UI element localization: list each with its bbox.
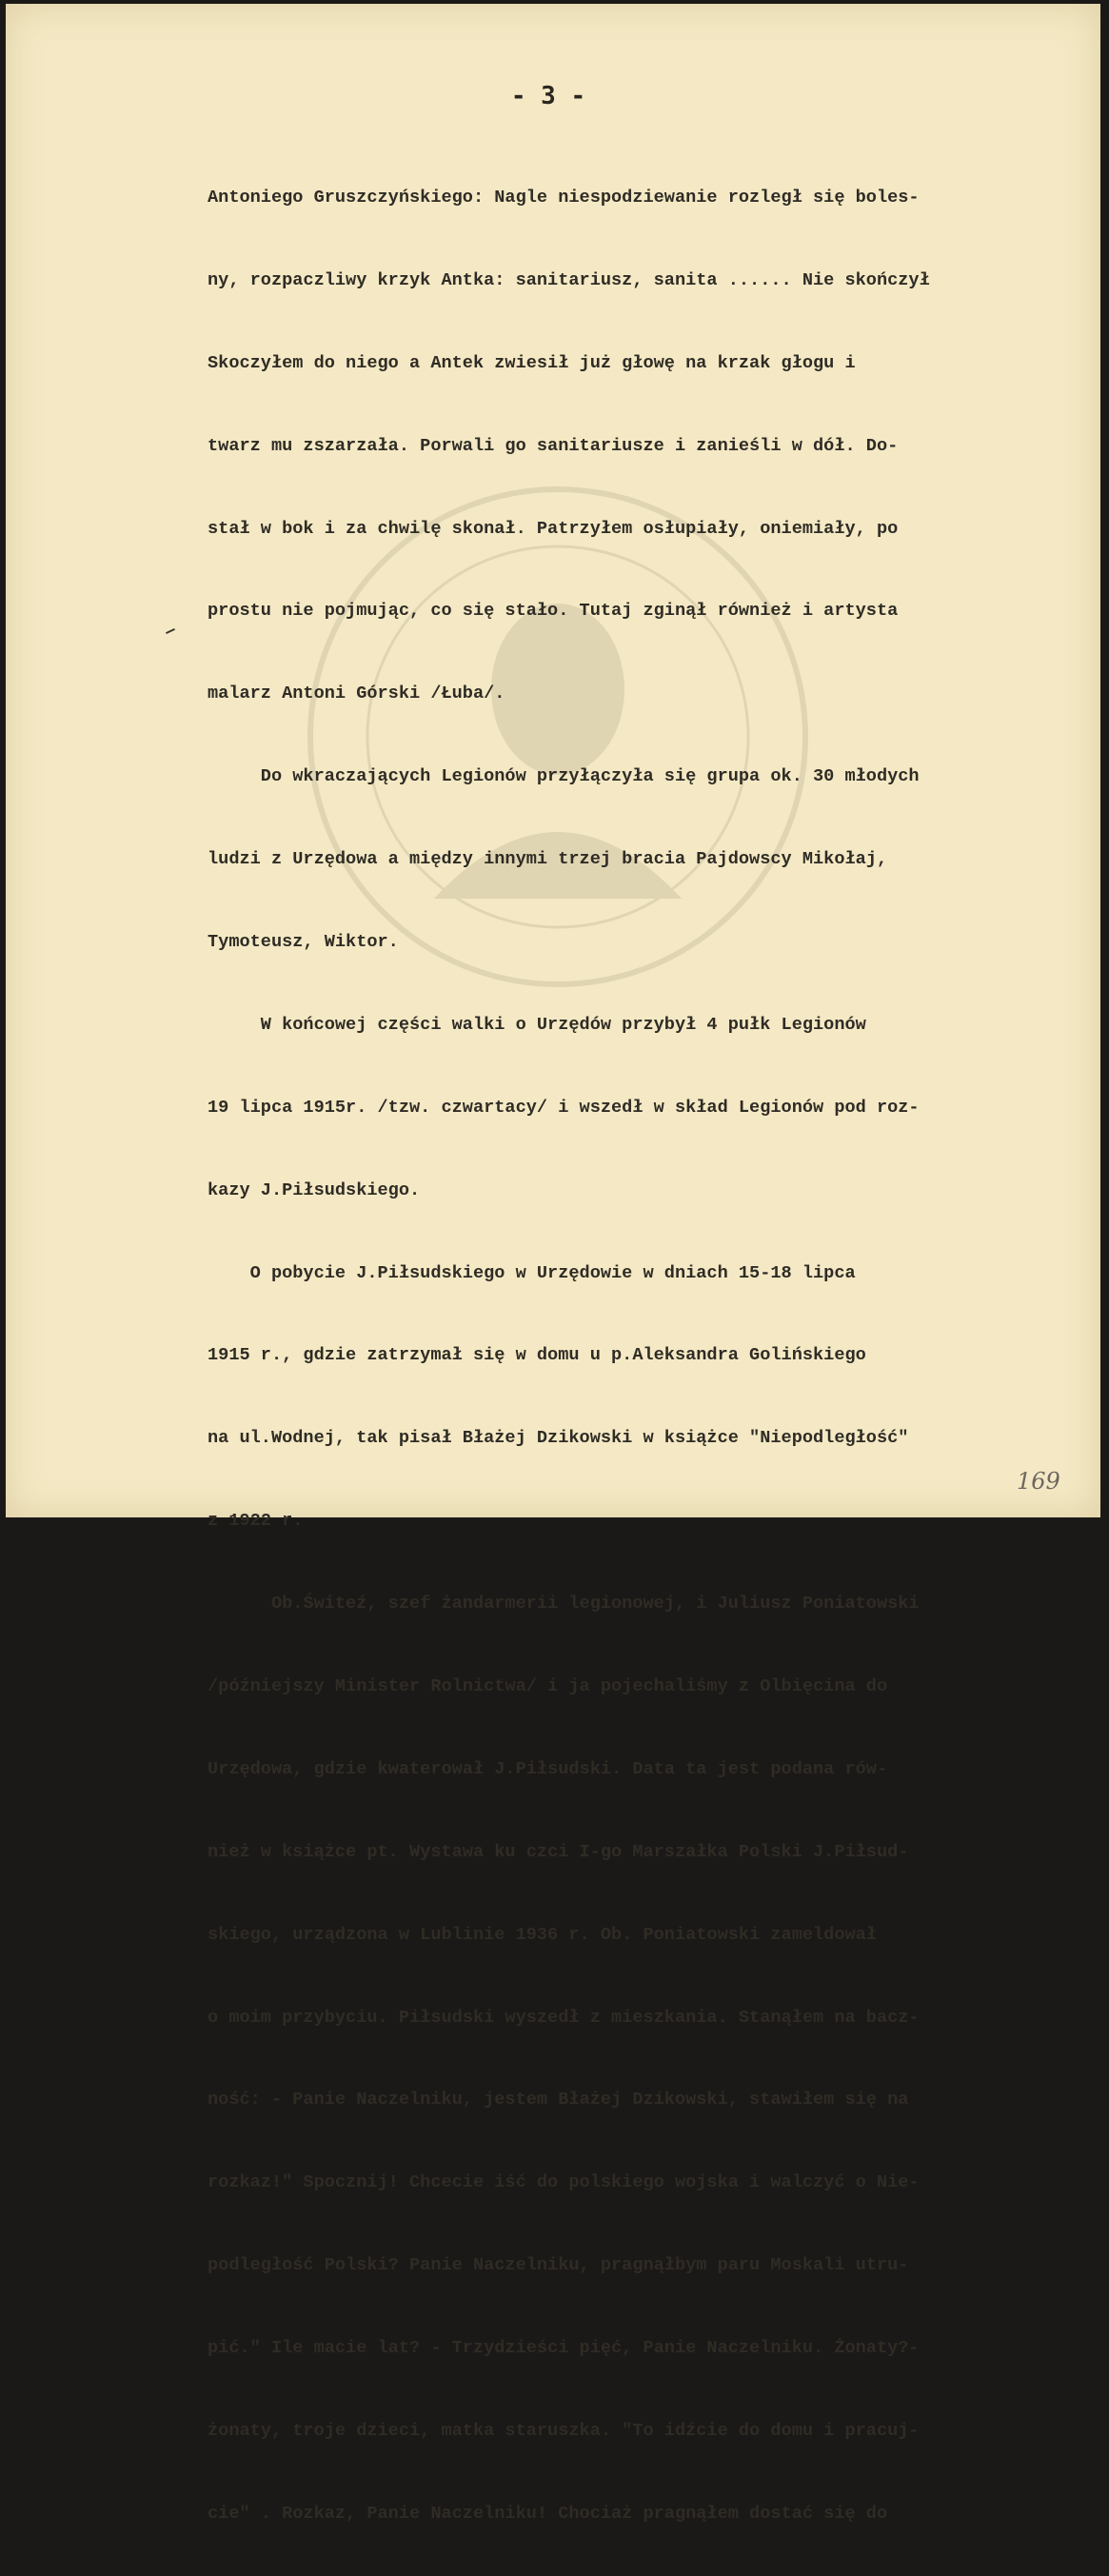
- text-line: żonaty, troje dzieci, matka staruszka. "To idźcie do domu i pracuj-: [208, 2421, 920, 2442]
- text-line: Ob.Świteź, szef żandarmerii legionowej, i Juliusz Poniatowski: [208, 1594, 920, 1615]
- page-number: - 3 -: [510, 82, 586, 110]
- text-line: prostu nie pojmując, co się stało. Tutaj zginął również i artysta: [208, 601, 899, 622]
- text-line: Tymoteusz, Wiktor.: [208, 932, 399, 953]
- text-line: o moim przybyciu. Piłsudski wyszedł z mieszkania. Stanąłem na bacz-: [208, 2007, 920, 2028]
- text-line: z 1922 r.: [208, 1511, 304, 1532]
- document-page: [6, 4, 1100, 2524]
- text-line: ludzi z Urzędowa a między innymi trzej bracia Pajdowscy Mikołaj,: [208, 849, 888, 870]
- archive-page-number: 169: [1017, 1468, 1060, 1495]
- text-line: /późniejszy Minister Rolnictwa/ i ja pojechaliśmy z Olbięcina do: [208, 1676, 888, 1697]
- text-line: Antoniego Gruszczyńskiego: Nagle niespodziewanie rozległ się boles-: [208, 188, 920, 208]
- typewritten-text: [208, 137, 1099, 2576]
- text-line: Urzędowa, gdzie kwaterował J.Piłsudski. Data ta jest podana rów-: [208, 1758, 888, 1779]
- text-line: malarz Antoni Górski /Łuba/.: [208, 684, 505, 704]
- text-line: nież w książce pt. Wystawa ku czci I-go Marszałka Polski J.Piłsud-: [208, 1841, 909, 1862]
- text-line: O pobycie J.Piłsudskiego w Urzędowie w dniach 15-18 lipca: [208, 1262, 856, 1283]
- text-line: W końcowej części walki o Urzędów przybył 4 pułk Legionów: [208, 1014, 866, 1035]
- text-line: rozkaz!" Spocznij! Chcecie iść do polskiego wojska i walczyć o Nie-: [208, 2172, 920, 2193]
- margin-mark: [166, 628, 175, 634]
- text-line: Skoczyłem do niego a Antek zwiesił już głowę na krzak głogu i: [208, 352, 856, 373]
- text-line: cie" . Rozkaz, Panie Naczelniku! Chociaż pragnąłem dostać się do: [208, 2503, 888, 2524]
- text-line: ność: - Panie Naczelniku, jestem Błażej Dzikowski, stawiłem się na: [208, 2090, 909, 2110]
- text-line: na ul.Wodnej, tak pisał Błażej Dzikowski w książce "Niepodległość": [208, 1428, 909, 1449]
- text-line: podległość Polski? Panie Naczelniku, pragnąłbym paru Moskali utru-: [208, 2255, 909, 2276]
- text-line: ny, rozpaczliwy krzyk Antka: sanitariusz, sanita ...... Nie skończył: [208, 269, 930, 290]
- text-line: kazy J.Piłsudskiego.: [208, 1179, 421, 1200]
- text-line: twarz mu zszarzała. Porwali go sanitariusze i zanieśli w dół. Do-: [208, 435, 899, 456]
- text-line: 1915 r., gdzie zatrzymał się w domu u p.Aleksandra Golińskiego: [208, 1345, 866, 1366]
- text-line: skiego, urządzona w Lublinie 1936 r. Ob. Poniatowski zameldował: [208, 1924, 877, 1945]
- text-line: 19 lipca 1915r. /tzw. czwartacy/ i wszedł w skład Legionów pod roz-: [208, 1097, 920, 1118]
- text-line: Do wkraczających Legionów przyłączyła się grupa ok. 30 młodych: [208, 766, 920, 787]
- text-line: stał w bok i za chwilę skonał. Patrzyłem osłupiały, oniemiały, po: [208, 518, 899, 539]
- text-line: pić." Ile macie lat? - Trzydzieści pięć, Panie Naczelniku. Żonaty?-: [208, 2338, 920, 2359]
